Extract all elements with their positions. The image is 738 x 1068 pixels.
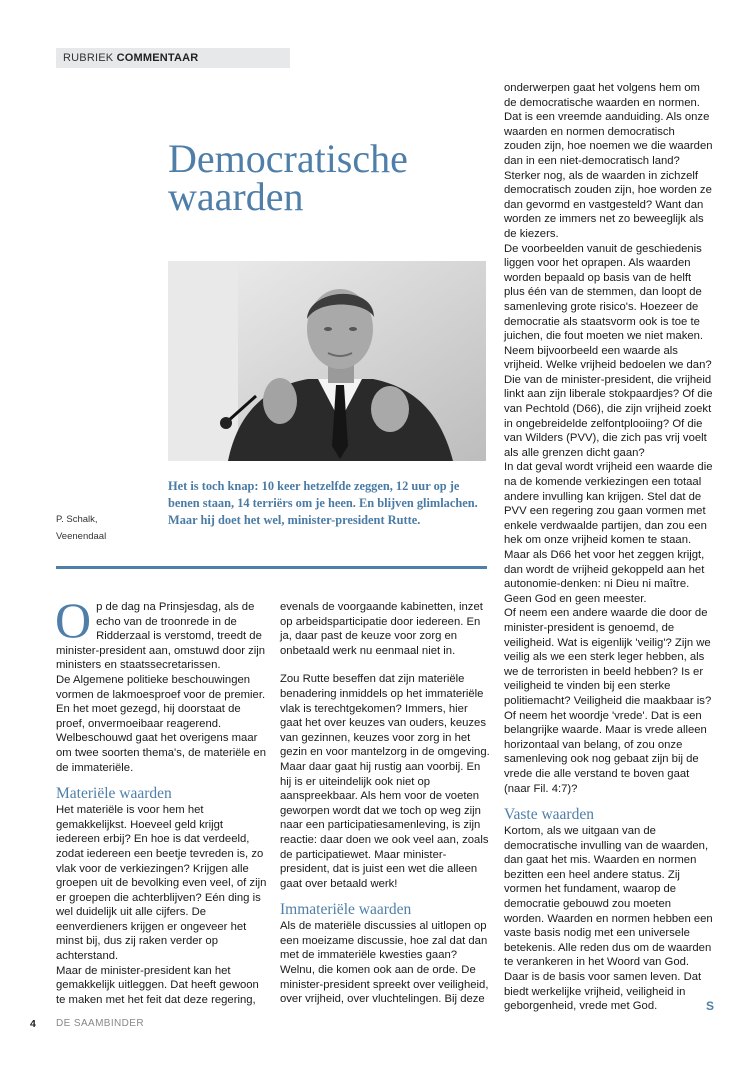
article-title-line1: Democratische (168, 136, 408, 181)
author-place: Veenendaal (56, 531, 107, 542)
column-1 (55, 592, 270, 1007)
author-name: P. Schalk, (56, 514, 98, 525)
subheading: Vaste waarden (504, 806, 594, 824)
author-credit (56, 511, 156, 545)
paragraph: In dat geval wordt vrijheid een waarde die na de komende verkiezingen een totaal andere invulling kan krijgen. Stel dat de PVV een regering zou gaan vormen met enkele verdwaalde partijen, dan zou een hek om onze vrijheid komen te staan. Maar als D66 het voor het zeggen krijgt, dan wordt de vrijheid gekoppeld aan het autonomie-denken: ni Dieu ni maître. Geen God en geen meester. (504, 461, 713, 605)
paragraph: Of neem een andere waarde die door de minister-president is genoemd, de veiligheid. Wat is eigenlijk 'veilig'? Zijn we veilig als we een sterk leger hebben, als we de terroristen in beeld hebben? Is er veiligheid te vinden bij een sterke politiemacht? Veiligheid die maakbaar is? (504, 607, 712, 707)
paragraph: Zou Rutte beseffen dat zijn materiële benadering inmiddels op het immateriële vlak is terechtgekomen? Immers, hier gaat het over keuzes van ouders, keuzes van gezinnen, keuzes voor zorg in het gezin en voor mantelzorg in de omgeving. Maar daar gaat hij rustig aan voorbij. En hij is er uiteindelijk ook niet op aanspreekbaar. Als hem voor de voeten geworpen wordt dat we toch op weg zijn naar een participatiesamenleving, is zijn reactie: daar doen we ook veel aan, zoals de participatiewet. Maar minister-president, dat is juist een wet die alleen gaat over betaald werk! (280, 673, 490, 890)
subheading: Immateriële waarden (280, 901, 412, 919)
subheading: Materiële waarden (56, 785, 172, 803)
paragraph: Neem bijvoorbeeld een waarde als vrijheid. Welke vrijheid bedoelen we dan? Die van de minister-president, die vrijheid linkt aan zijn liberale stokpaardjes? Of die van Pechtold (D66), die zijn vrijheid zoekt in ongebreidelde zelfontplooiing? Of die van Wilders (PVV), die zich pas vrij voelt als alle grenzen dicht gaan? (504, 344, 713, 459)
paragraph: Als de materiële discussies al uitlopen op een moeizame discussie, hoe zal dat dan met de immateriële kwesties gaan? Welnu, die komen ook aan de orde. De minister-president spreekt over veiligheid, over vrijheid, over vluchtelingen. Bij deze (280, 920, 489, 1006)
magazine-name: DE SAAMBINDER (56, 1018, 144, 1029)
article-photo (168, 261, 486, 461)
paragraph: onderwerpen gaat het volgens hem om de democratische waarden en normen. (504, 82, 700, 109)
paragraph: De voorbeelden vanuit de geschiedenis liggen voor het oprapen. Als waarden worden bepaald op basis van de helft plus één van de stemmen, dan loopt de samenleving grote risico's. Hoezeer de democratie als staatsvorm ook is toe te juichen, die fout moeten we niet maken. (504, 242, 704, 343)
paragraph: Of neem het woordje 'vrede'. Dat is een belangrijke waarde. Maar is vrede alleen horizontaal van belang, of zou onze samenleving ook nog gebaat zijn bij de vrede die alle verstand te boven gaat (naar Fil. 4:7)? (504, 709, 707, 795)
drop-cap: O (55, 592, 92, 648)
page-number: 4 (30, 1018, 36, 1030)
paragraph-text: Kortom, als we uitgaan van de democratische invulling van de waarden, dan gaat het mis. Waarden en normen bezitten een heel andere status. Zij vormen het fundament, waarop de democratie gebouwd zou moeten worden. Waarden en normen hebben een vaste basis nodig met een universele betekenis. Alle reden dus om de waarden te verankeren in het Woord van God. Daar is de basis voor samen leven. Dat biedt werkelijke vrijheid, veiligheid in geborgenheid, vrede met God. (504, 825, 713, 1013)
speaker-photo-illustration (168, 261, 486, 461)
end-mark-icon: S (705, 999, 714, 1014)
paragraph: Dat is een vreemde aanduiding. Als onze waarden en normen democratisch zouden zijn, hoe noemen we die waarden dan in een niet-democratisch land? Sterker nog, als de waarden in zichzelf democratisch zouden zijn, hoe worden ze dan gevormd en vastgesteld? Want dan worden ze immers net zo beweeglijk als de kiezers. (504, 111, 713, 240)
paragraph (55, 592, 270, 673)
article-title-line2: waarden (168, 174, 304, 219)
paragraph: Het materiële is voor hem het gemakkelijkst. Hoeveel geld krijgt iedereen erbij? En hoe is dat verdeeld, zodat iedereen een beetje tevreden is, zo vlak voor de verkiezingen? Krijgen alle groepen uit de bevolking even veel, of zijn er groepen die achterblijven? Eén ding is wel duidelijk uit alle cijfers. De eenverdieners krijgen er ongeveer het minst bij, dus zij raken verder op achterstand. (56, 804, 267, 963)
column-3 (504, 81, 714, 1014)
column-2 (280, 600, 490, 1007)
paragraph: Maar de minister-president kan het gemakkelijk uitleggen. Dat heeft gewoon te maken met het feit dat deze regering, (56, 964, 259, 1006)
article-title (168, 136, 488, 219)
divider-rule (56, 566, 487, 569)
paragraph: De Algemene politieke beschouwingen vormen de lakmoesproef voor de premier. En het moet gezegd, hij doorstaat de proef, onvermoeibaar reagerend. Welbeschouwd gaat het overigens maar om twee soorten thema's, de materiële en de immateriële. (56, 673, 267, 774)
paragraph (504, 824, 714, 1014)
section-label (56, 48, 290, 68)
paragraph-text: p de dag na Prinsjesdag, als de echo van de troonrede in de Ridderzaal is verstomd, treedt de minister-president aan, omstuwd door zijn ministers en staatssecretarissen. (56, 601, 266, 672)
section-label-prefix: RUBRIEK (63, 52, 114, 64)
paragraph: evenals de voorgaande kabinetten, inzet op arbeidsparticipatie door iedereen. En ja, daar past de keuze voor zorg en onbetaald werk nu eenmaal niet in. (280, 601, 483, 657)
section-label-name: COMMENTAAR (116, 52, 199, 64)
photo-caption: Het is toch knap: 10 keer hetzelfde zeggen, 12 uur op je benen staan, 14 terriërs om je heen. En blijven glimlachen. Maar hij doet het wel, minister-president Rutte. (168, 479, 478, 527)
